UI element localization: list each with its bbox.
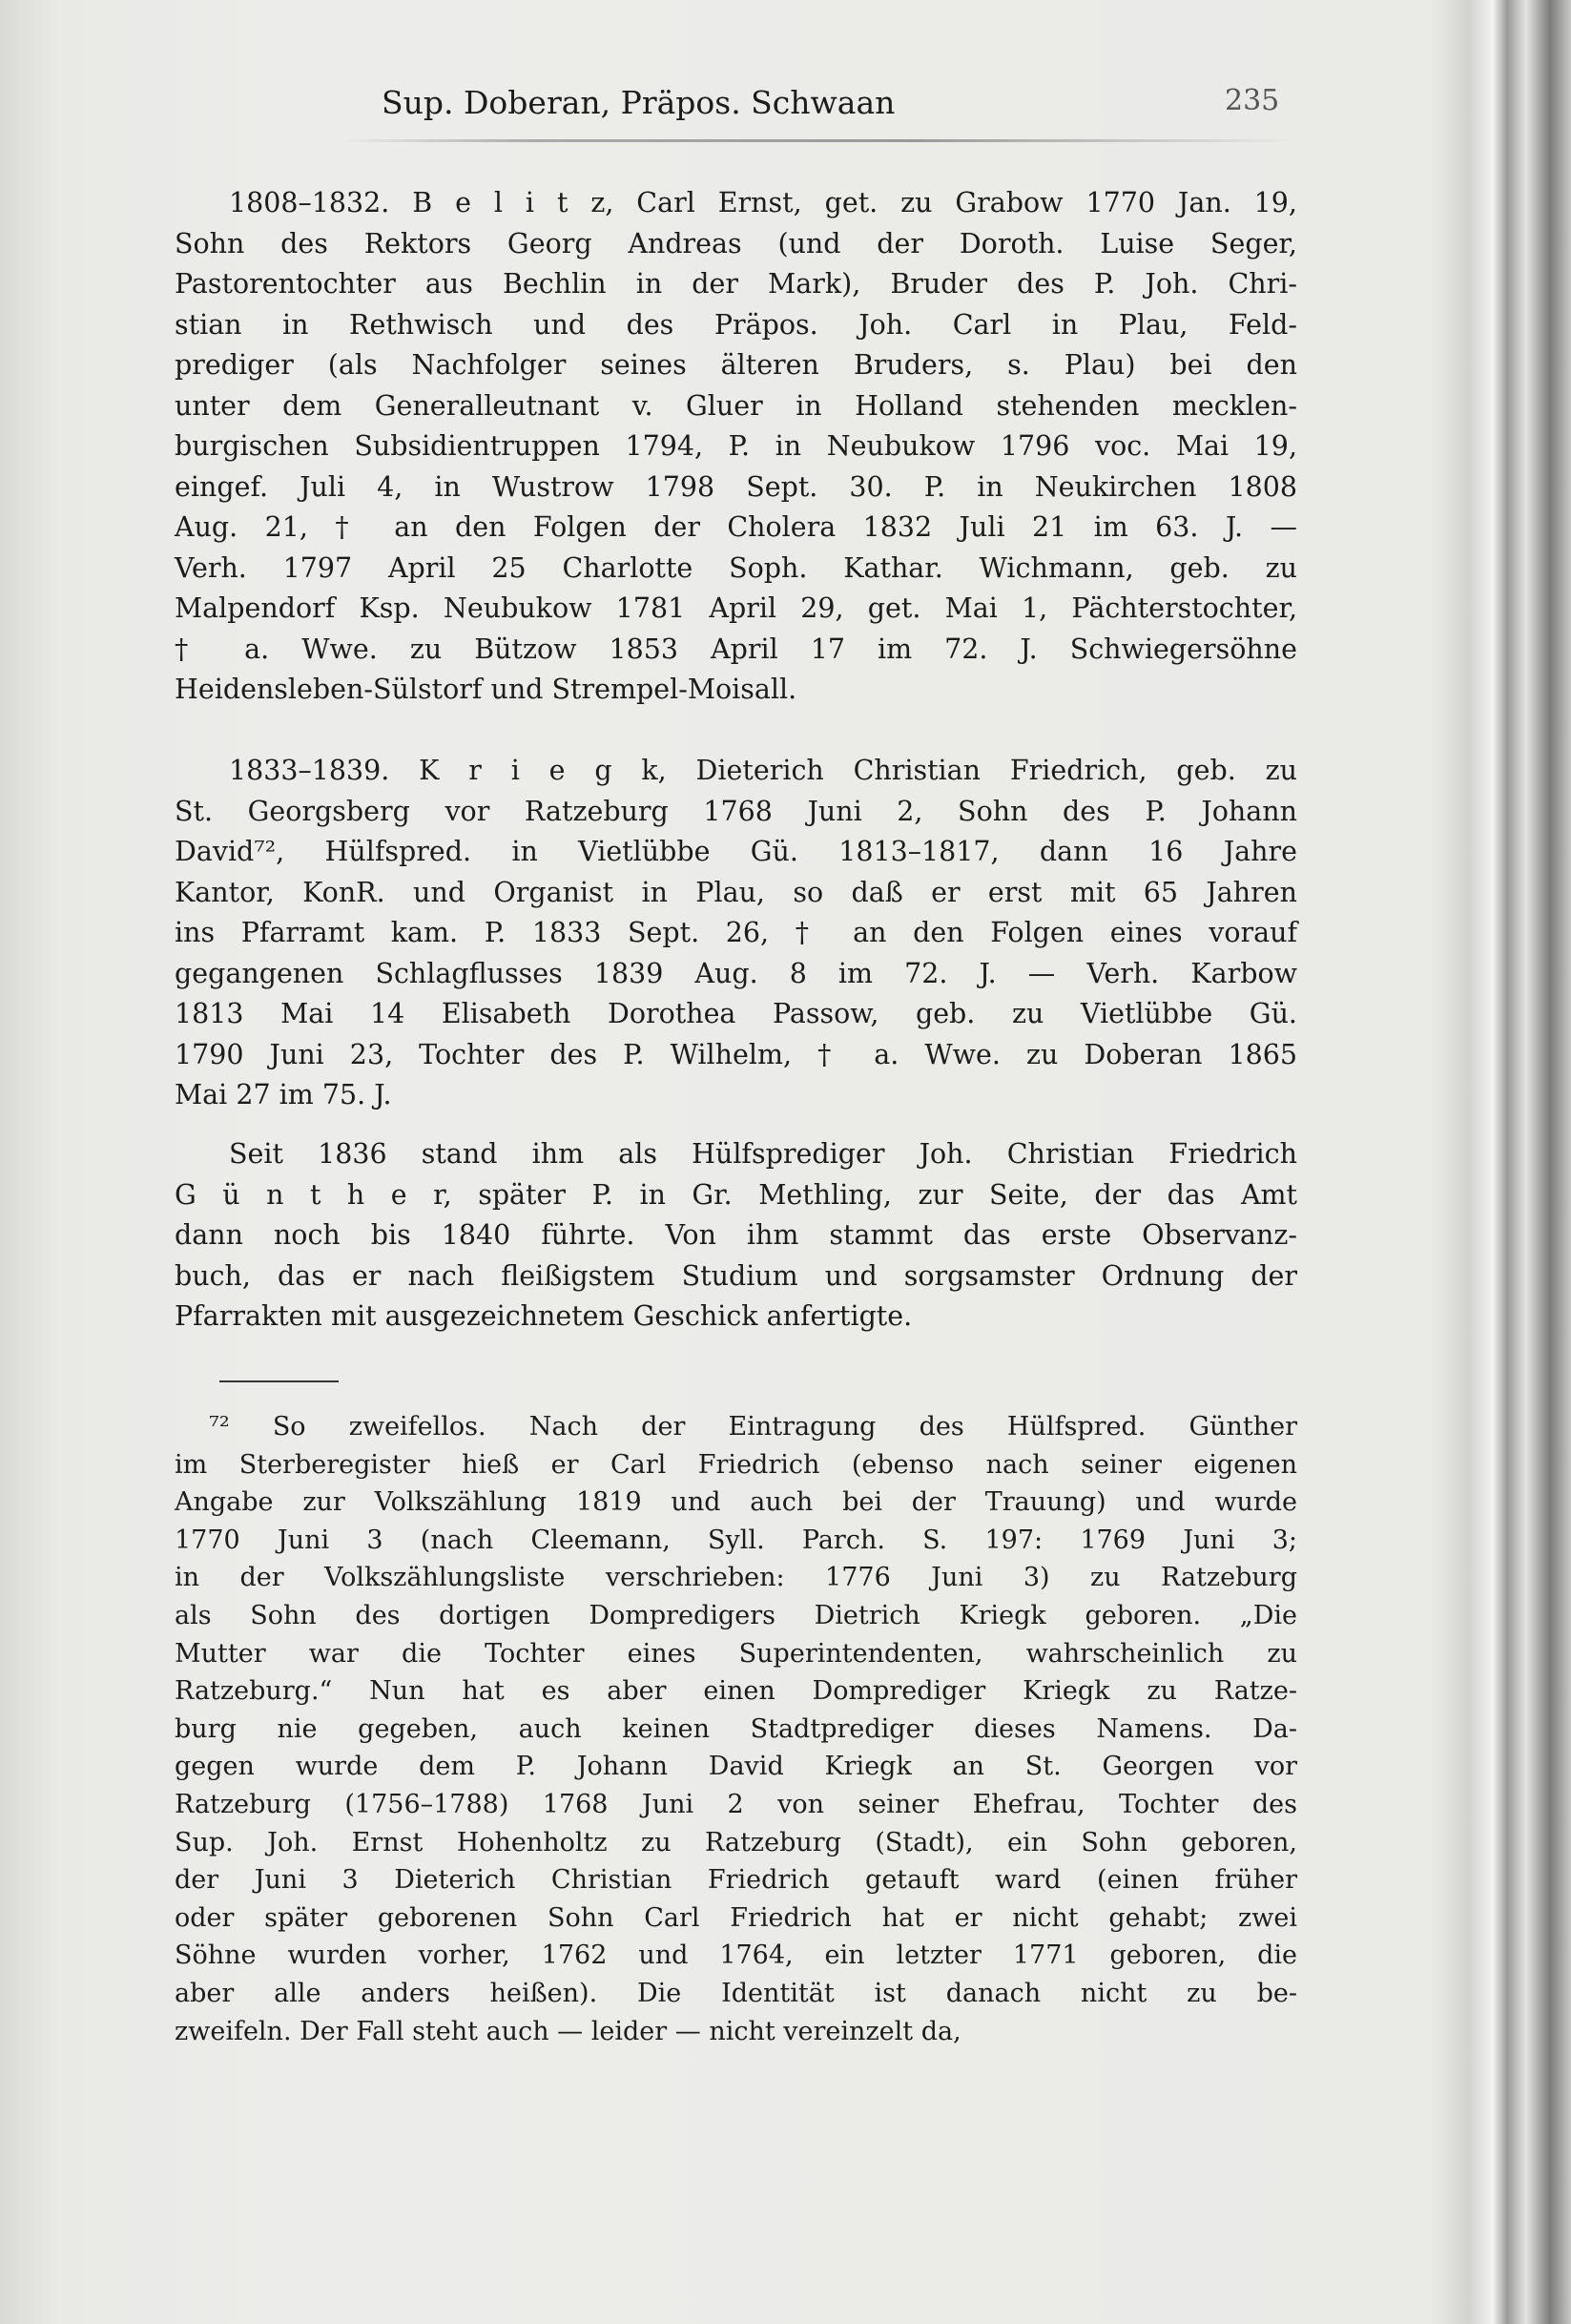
text-line: dann noch bis 1840 führte. Von ihm stammt das erste Observanz- bbox=[175, 1219, 1297, 1251]
text-line: 1813 Mai 14 Elisabeth Dorothea Passow, geb. zu Vietlübbe Gü. bbox=[175, 998, 1297, 1029]
text-line: 1770 Juni 3 (nach Cleemann, Syll. Parch. S. 197: 1769 Juni 3; bbox=[175, 1525, 1297, 1555]
text-line: burg nie gegeben, auch keinen Stadtprediger dieses Namens. Da- bbox=[175, 1713, 1297, 1744]
text-line: David⁷², Hülfspred. in Vietlübbe Gü. 1813–1817, dann 16 Jahre bbox=[175, 836, 1297, 867]
text-line: Sup. Joh. Ernst Hohenholtz zu Ratzeburg (Stadt), ein Sohn geboren, bbox=[175, 1827, 1297, 1857]
text-line: Söhne wurden vorher, 1762 und 1764, ein letzter 1771 geboren, die bbox=[175, 1940, 1297, 1971]
text-line: Seit 1836 stand ihm als Hülfsprediger Joh. Christian Friedrich bbox=[229, 1138, 1297, 1170]
text-line: in der Volkszählungsliste verschrieben: 1776 Juni 3) zu Ratzeburg bbox=[175, 1563, 1297, 1593]
text-line: Sohn des Rektors Georg Andreas (und der Doroth. Luise Seger, bbox=[175, 227, 1297, 259]
text-line: Malpendorf Ksp. Neubukow 1781 April 29, get. Mai 1, Pächterstochter, bbox=[175, 592, 1297, 624]
footnote-separator bbox=[219, 1380, 339, 1382]
text-line: gegen wurde dem P. Johann David Kriegk an St. Georgen vor bbox=[175, 1752, 1297, 1782]
text-line: Kantor, KonR. und Organist in Plau, so daß er erst mit 65 Jahren bbox=[175, 876, 1297, 908]
text-line: prediger (als Nachfolger seines älteren Bruders, s. Plau) bei den bbox=[175, 349, 1297, 381]
paragraph-belitz bbox=[175, 183, 1297, 711]
text-line: 1833–1839. K r i e g k, Dieterich Christian Friedrich, geb. zu bbox=[229, 755, 1297, 786]
text-line: Mai 27 im 75. J. bbox=[175, 1079, 392, 1110]
text-line: Aug. 21, † an den Folgen der Cholera 1832 Juli 21 im 63. J. — bbox=[175, 511, 1297, 543]
text-line: 1808–1832. B e l i t z, Carl Ernst, get. zu Grabow 1770 Jan. 19, bbox=[229, 187, 1297, 218]
text-line: zweifeln. Der Fall steht auch — leider — nicht vereinzelt da, bbox=[175, 2016, 961, 2046]
page-number: 235 bbox=[1225, 84, 1280, 117]
text-line: aber alle anders heißen). Die Identität ist danach nicht zu be- bbox=[175, 1978, 1297, 2008]
text-line: Mutter war die Tochter eines Superintendenten, wahrscheinlich zu bbox=[175, 1638, 1297, 1669]
paragraph-guenther bbox=[175, 1134, 1297, 1338]
text-line: Pfarrakten mit ausgezeichnetem Geschick anfertigte. bbox=[175, 1300, 913, 1332]
text-line: als Sohn des dortigen Dompredigers Dietrich Kriegk geboren. „Die bbox=[175, 1600, 1297, 1630]
running-header: Sup. Doberan, Präpos. Schwaan bbox=[382, 84, 896, 121]
header-rule bbox=[343, 139, 1297, 142]
text-line: stian in Rethwisch und des Präpos. Joh. Carl in Plau, Feld- bbox=[175, 308, 1297, 341]
text-line: ⁷² So zweifellos. Nach der Eintragung des Hülfspred. Günther bbox=[209, 1412, 1297, 1442]
text-line: buch, das er nach fleißigstem Studium und sorgsamster Ordnung der bbox=[175, 1259, 1297, 1292]
paragraph-kriegk bbox=[175, 751, 1297, 1116]
text-line: Ratzeburg (1756–1788) 1768 Juni 2 von seiner Ehefrau, Tochter des bbox=[175, 1789, 1297, 1819]
text-line: † a. Wwe. zu Bützow 1853 April 17 im 72. J. Schwiegersöhne bbox=[175, 633, 1297, 665]
text-line: Pastorentochter aus Bechlin in der Mark), Bruder des P. Joh. Chri- bbox=[175, 268, 1297, 300]
text-line: Ratzeburg.“ Nun hat es aber einen Domprediger Kriegk zu Ratze- bbox=[175, 1676, 1297, 1707]
text-line: unter dem Generalleutnant v. Gluer in Holland stehenden mecklen- bbox=[175, 389, 1297, 422]
text-line: G ü n t h e r, später P. in Gr. Methling, zur Seite, der das Amt bbox=[175, 1178, 1297, 1211]
text-line: 1790 Juni 23, Tochter des P. Wilhelm, † a. Wwe. zu Doberan 1865 bbox=[175, 1038, 1297, 1070]
footnote-72 bbox=[175, 1408, 1297, 2050]
text-line: der Juni 3 Dieterich Christian Friedrich getauft ward (einen früher bbox=[175, 1865, 1297, 1896]
text-line: ins Pfarramt kam. P. 1833 Sept. 26, † an den Folgen eines vorauf bbox=[175, 917, 1297, 948]
text-line: Heidensleben-Sülstorf und Strempel-Moisall. bbox=[175, 674, 797, 705]
text-line: burgischen Subsidientruppen 1794, P. in Neubukow 1796 voc. Mai 19, bbox=[175, 430, 1297, 462]
text-line: Angabe zur Volkszählung 1819 und auch bei der Trauung) und wurde bbox=[175, 1487, 1297, 1518]
text-line: St. Georgsberg vor Ratzeburg 1768 Juni 2, Sohn des P. Johann bbox=[175, 795, 1297, 827]
text-line: oder später geborenen Sohn Carl Friedrich hat er nicht gehabt; zwei bbox=[175, 1902, 1297, 1933]
text-line: eingef. Juli 4, in Wustrow 1798 Sept. 30. P. in Neukirchen 1808 bbox=[175, 470, 1297, 503]
text-line: Verh. 1797 April 25 Charlotte Soph. Kathar. Wichmann, geb. zu bbox=[175, 551, 1297, 584]
text-line: im Sterberegister hieß er Carl Friedrich (ebenso nach seiner eigenen bbox=[175, 1449, 1297, 1480]
text-line: gegangenen Schlagflusses 1839 Aug. 8 im 72. J. — Verh. Karbow bbox=[175, 957, 1297, 989]
